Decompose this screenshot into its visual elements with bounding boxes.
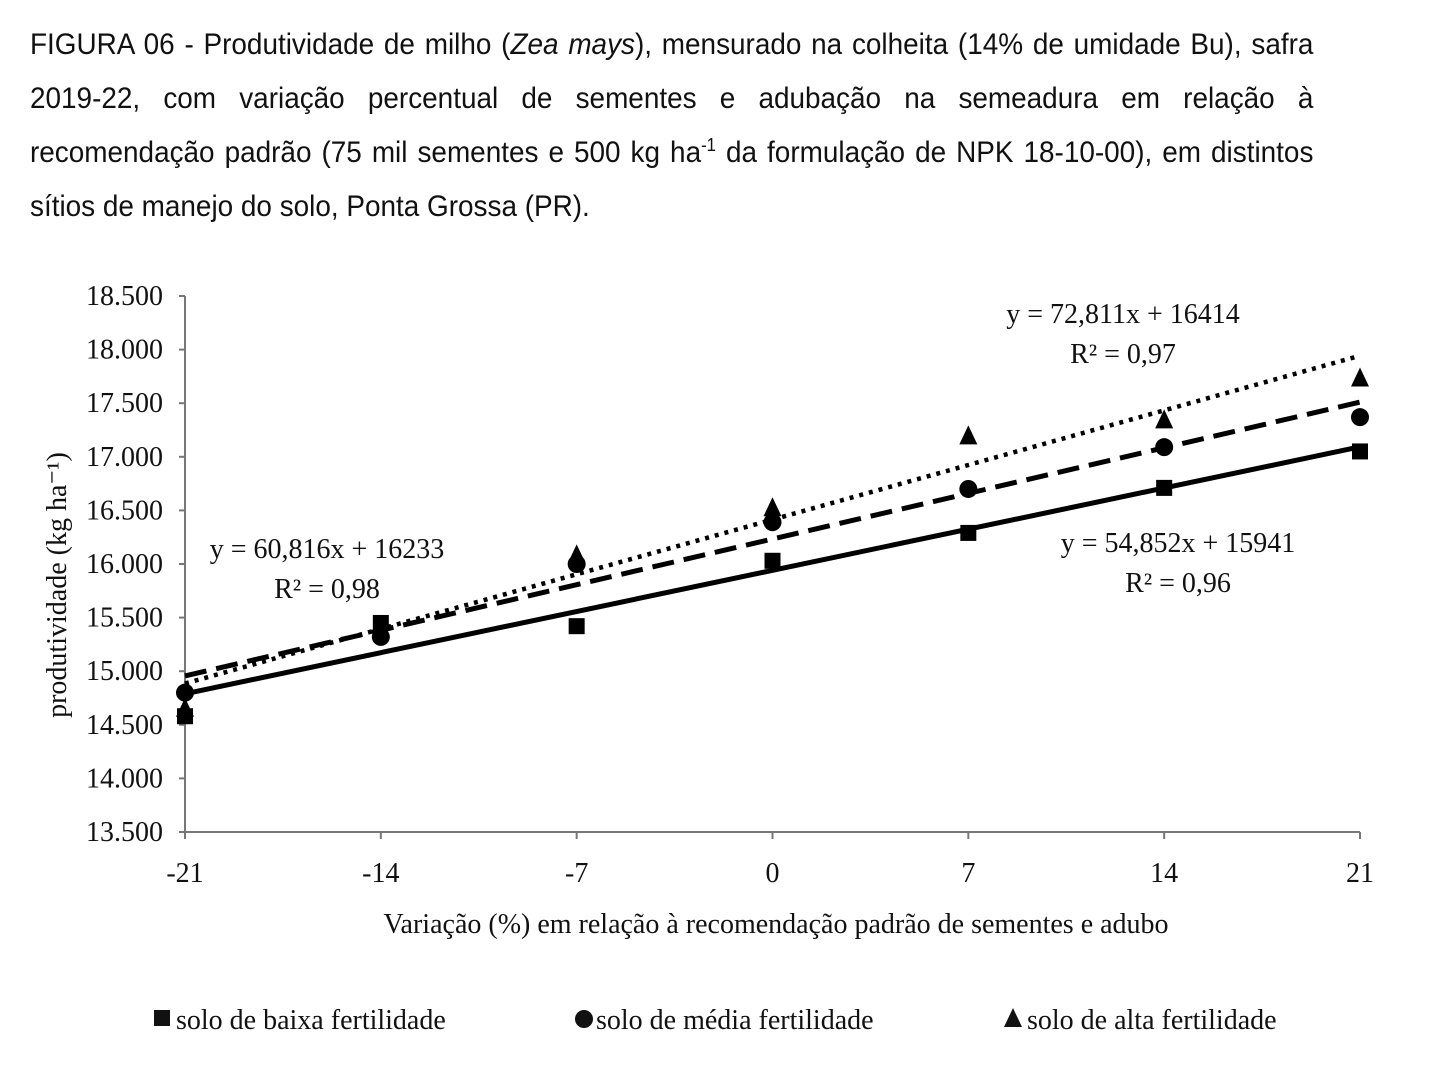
y-axis-title: produtividade (kg ha⁻¹) [42,452,73,718]
x-tick-label: -14 [362,858,400,889]
x-tick-label: 21 [1346,858,1374,889]
point-triangle [764,497,782,516]
caption-part-2: ), mensurado na colheita (14% de umidade Bu), safra 2019-22, com variação percentual de sementes e adubação na semeadura em relação à recomendação padrão (75 mil sementes e 500 kg ha [30,28,1314,169]
y-tick-label: 15.500 [86,602,163,634]
legend-marker-baixa [154,1010,170,1026]
equation-media: y = 60,816x + 16233 [209,534,445,565]
x-axis-title: Variação (%) em relação à recomendação padrão de sementes e adubo [383,909,1169,940]
point-triangle [176,698,194,717]
x-tick-label: 7 [961,858,976,889]
legend-label-alta: solo de alta fertilidade [1027,1005,1277,1036]
y-tick-label: 17.000 [86,441,163,473]
point-square [569,618,585,634]
r2-alta: R² = 0,97 [1070,339,1176,370]
y-tick-label: 16.000 [86,549,163,580]
caption-species: Zea mays [510,28,635,61]
x-tick-label: 14 [1150,858,1179,889]
legend-marker-media [575,1010,593,1028]
point-square [960,525,976,541]
caption-part-1: FIGURA 06 - Produtividade de milho ( [30,28,511,61]
y-tick-label: 18.500 [86,281,163,312]
x-tick-label: 0 [765,858,780,889]
r2-baixa: R² = 0,96 [1125,568,1231,599]
y-tick-label: 17.500 [86,388,163,420]
x-tick-label: -7 [565,858,589,889]
point-circle [1155,438,1173,456]
caption-superscript: -1 [701,135,716,155]
equation-labels [210,299,1296,605]
x-tick-label: -21 [166,858,204,889]
equation-baixa: y = 54,852x + 15941 [1060,528,1296,559]
point-triangle [1351,368,1369,387]
caption-part-3: da formulação de NPK 18-10-00), em distintos sítios de manejo do solo, Ponta Grossa (PR). [30,136,1314,223]
y-tick-label: 14.500 [86,709,163,741]
legend-marker-alta [1004,1008,1022,1027]
y-tick-label: 13.500 [86,817,163,848]
y-tick-label: 16.500 [86,495,163,527]
y-tick-label: 18.000 [86,334,163,366]
point-circle [1351,408,1369,426]
legend-label-media: solo de média fertilidade [596,1005,874,1036]
point-triangle [1155,409,1173,428]
equation-alta: y = 72,811x + 16414 [1006,299,1240,330]
y-tick-label: 15.000 [86,656,163,688]
point-square [765,553,781,569]
point-square [1156,480,1172,496]
y-tick-label: 14.000 [86,763,163,795]
point-triangle [959,425,977,444]
r2-media: R² = 0,98 [274,574,380,605]
point-square [1352,443,1368,459]
chart-legend [154,1005,1277,1036]
legend-label-baixa: solo de baixa fertilidade [176,1005,446,1036]
point-circle [959,480,977,498]
point-triangle [568,544,586,563]
